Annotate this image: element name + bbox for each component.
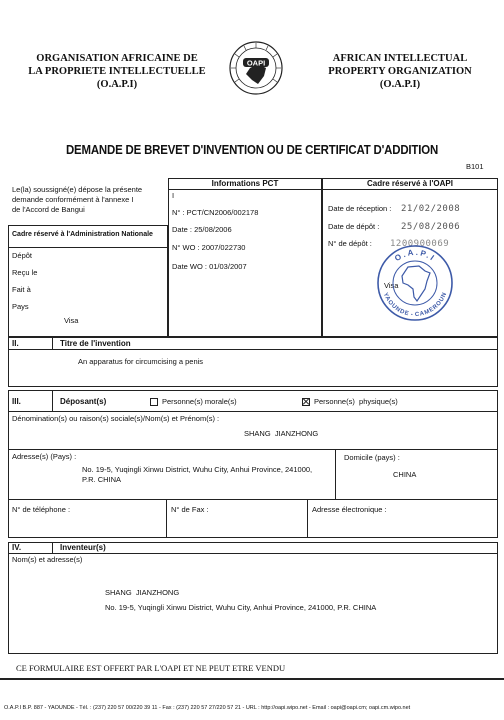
applicant-heading: Déposant(s) (60, 397, 107, 406)
org-name-fr (8, 52, 226, 91)
depot-number-value: 1200900069 (390, 239, 450, 249)
org-name-en-line3: (O.A.P.I) (379, 79, 421, 90)
pct-number: N° : PCT/CN2006/002178 (172, 208, 259, 217)
org-name-en (300, 52, 500, 91)
address-line2: P.R. CHINA (82, 475, 122, 484)
checkbox-legal-person[interactable] (150, 398, 158, 406)
form-code: B101 (466, 162, 484, 171)
option-legal-person-label: Personne(s) morale(s) (162, 397, 237, 406)
org-name-fr-line3: (O.A.P.I) (96, 79, 138, 90)
pct-box (168, 178, 322, 337)
national-visa-label: Visa (64, 316, 79, 325)
option-legal-person[interactable] (150, 397, 237, 407)
national-admin-box (8, 225, 168, 337)
oapi-reserved-header: Cadre réservé à l'OAPI (367, 179, 453, 188)
email-label: Adresse électronique : (312, 505, 387, 514)
org-name-en-line2: PROPERTY ORGANIZATION (328, 66, 472, 77)
footer-contact: O.A.P.I B.P. 887 - YAOUNDE - Tél. : (237) 220 57 00/220 39 11 - Fax : (237) 220 57 27/220 57 21 - URL : http://oapi.wipo.net - Email : oapi@oapi.cm; oapi.cm.wipo.net (4, 705, 411, 711)
fax-label: N° de Fax : (171, 505, 209, 514)
phone-label: N° de téléphone : (12, 505, 71, 514)
oapi-visa-label: Visa (384, 281, 399, 290)
stamp-bottom-text: YAOUNDE - CAMEROUN (381, 292, 449, 319)
logo-text: OAPI (246, 58, 266, 68)
wo-date: Date WO : 01/03/2007 (172, 262, 247, 271)
depot-date-label: Date de dépôt : (328, 222, 380, 231)
domicile-label: Domicile (pays) : (344, 453, 400, 462)
intro-line3: de l'Accord de Bangui (12, 205, 85, 214)
form-title: DEMANDE DE BREVET D'INVENTION OU DE CERTIFICAT D'ADDITION (65, 142, 439, 157)
oapi-logo (228, 40, 284, 96)
recu-le-label: Reçu le (12, 268, 38, 277)
reception-date-value: 21/02/2008 (401, 204, 461, 214)
oapi-stamp (375, 243, 455, 323)
fait-a-label: Fait à (12, 285, 31, 294)
section-iii-roman: III. (12, 397, 21, 406)
option-natural-person[interactable] (302, 397, 398, 407)
address-label: Adresse(s) (Pays) : (12, 452, 77, 461)
denomination-label: Dénomination(s) ou raison(s) sociale(s)/Nom(s) et Prénom(s) : (12, 414, 220, 423)
national-admin-header: Cadre réservé à l'Administration Nationale (12, 231, 153, 238)
invention-title-heading: Titre de l'invention (60, 339, 131, 348)
stamp-top-text: O.A.P.I (393, 247, 438, 264)
reception-date-label: Date de réception : (328, 204, 392, 213)
depot-number-label: N° de dépôt : (328, 239, 372, 248)
depot-date-value: 25/08/2006 (401, 222, 461, 232)
inventor-address: No. 19-5, Yuqingli Xinwu District, Wuhu City, Anhui Province, 241000, P.R. CHINA (105, 603, 377, 612)
org-name-fr-line1: ORGANISATION AFRICAINE DE (36, 53, 198, 64)
wo-number: N° WO : 2007/022730 (172, 243, 246, 252)
intro-text (12, 185, 175, 215)
org-name-fr-line2: LA PROPRIETE INTELLECTUELLE (28, 66, 206, 77)
pct-date: Date : 25/08/2006 (172, 225, 232, 234)
africa-icon (402, 266, 430, 301)
address-line1: No. 19-5, Yuqingli Xinwu District, Wuhu City, Anhui Province, 241000, (82, 465, 313, 474)
invention-title-value: An apparatus for circumcising a penis (78, 357, 204, 366)
inventor-heading: Inventeur(s) (60, 543, 106, 552)
domicile-value: CHINA (393, 470, 417, 479)
applicant-section (8, 390, 498, 538)
org-name-en-line1: AFRICAN INTELLECTUAL (332, 53, 468, 64)
denomination-value: SHANG JIANZHONG (244, 429, 319, 438)
pays-label: Pays (12, 302, 29, 311)
section-i-roman: I (172, 191, 175, 200)
inventor-name: SHANG JIANZHONG (105, 588, 180, 597)
inventor-names-label: Nom(s) et adresse(s) (12, 555, 83, 564)
pct-header: Informations PCT (211, 179, 279, 188)
intro-line2: demande conformément à l'annexe I (12, 195, 134, 204)
section-iv-roman: IV. (12, 543, 22, 552)
section-ii-roman: II. (12, 339, 19, 348)
checkbox-natural-person[interactable] (302, 398, 310, 406)
free-form-notice: CE FORMULAIRE EST OFFERT PAR L'OAPI ET NE PEUT ETRE VENDU (16, 663, 286, 673)
option-natural-person-label: Personne(s) physique(s) (314, 397, 398, 406)
intro-line1: Le(la) soussigné(e) dépose la présente (12, 185, 143, 194)
depot-label: Dépôt (12, 251, 33, 260)
